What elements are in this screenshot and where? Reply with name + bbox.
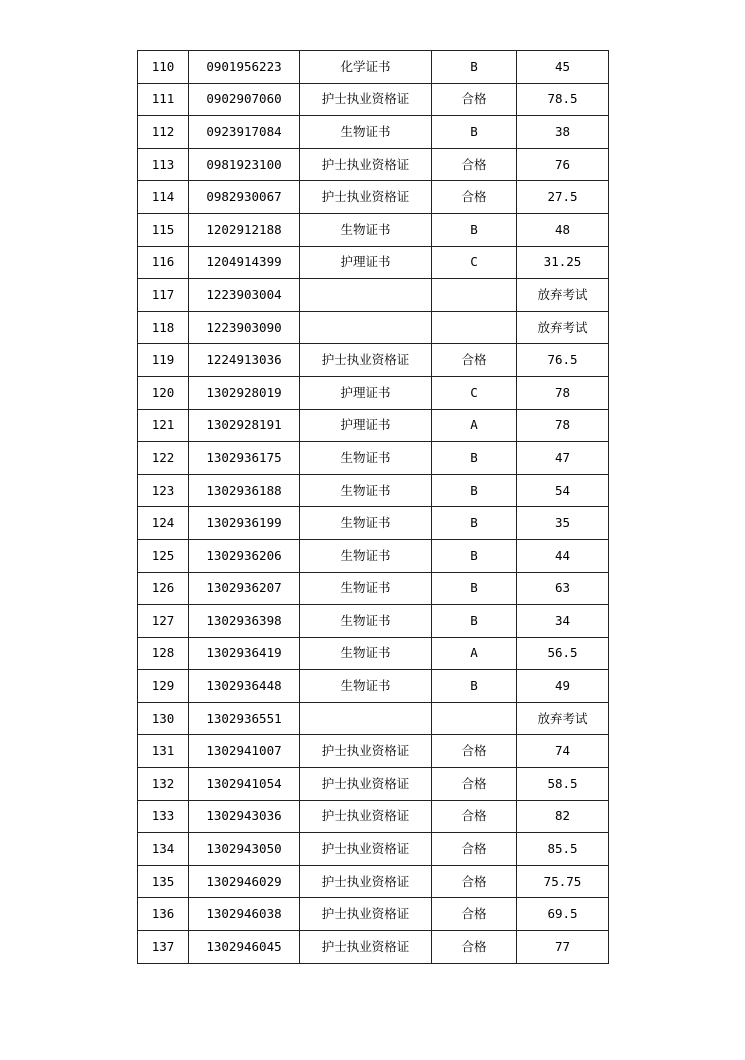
candidate-id-cell: 1302946038: [189, 898, 300, 931]
score-cell: 78.5: [517, 83, 609, 116]
grade-cell: [432, 702, 517, 735]
grade-cell: 合格: [432, 344, 517, 377]
table-row: [138, 539, 609, 572]
table-row: [138, 605, 609, 638]
table-row: [138, 213, 609, 246]
score-cell: 放弃考试: [517, 702, 609, 735]
grade-cell: B: [432, 51, 517, 84]
score-cell: 48: [517, 213, 609, 246]
row-number-cell: 114: [138, 181, 189, 214]
candidate-id-cell: 0982930067: [189, 181, 300, 214]
grade-cell: A: [432, 637, 517, 670]
table-row: [138, 670, 609, 703]
table-row: [138, 344, 609, 377]
score-cell: 45: [517, 51, 609, 84]
grade-cell: B: [432, 474, 517, 507]
candidate-id-cell: 1302936207: [189, 572, 300, 605]
table-row: [138, 311, 609, 344]
certificate-cell: 生物证书: [300, 507, 432, 540]
score-cell: 放弃考试: [517, 279, 609, 312]
certificate-cell: 生物证书: [300, 637, 432, 670]
certificate-cell: [300, 702, 432, 735]
grade-cell: 合格: [432, 833, 517, 866]
grade-cell: [432, 279, 517, 312]
score-cell: 63: [517, 572, 609, 605]
certificate-cell: 护士执业资格证: [300, 735, 432, 768]
score-cell: 56.5: [517, 637, 609, 670]
table-row: [138, 279, 609, 312]
table-row: [138, 931, 609, 964]
score-cell: 77: [517, 931, 609, 964]
grade-cell: 合格: [432, 148, 517, 181]
score-cell: 放弃考试: [517, 311, 609, 344]
row-number-cell: 117: [138, 279, 189, 312]
score-cell: 44: [517, 539, 609, 572]
score-cell: 76: [517, 148, 609, 181]
row-number-cell: 121: [138, 409, 189, 442]
candidate-id-cell: 1202912188: [189, 213, 300, 246]
score-cell: 75.75: [517, 865, 609, 898]
score-cell: 69.5: [517, 898, 609, 931]
certificate-cell: 护理证书: [300, 246, 432, 279]
candidate-id-cell: 1302936175: [189, 442, 300, 475]
row-number-cell: 120: [138, 376, 189, 409]
score-cell: 47: [517, 442, 609, 475]
certificate-cell: 护士执业资格证: [300, 344, 432, 377]
grade-cell: B: [432, 670, 517, 703]
certificate-cell: 护士执业资格证: [300, 148, 432, 181]
table-row: [138, 898, 609, 931]
row-number-cell: 136: [138, 898, 189, 931]
table-row: [138, 51, 609, 84]
certificate-cell: 生物证书: [300, 474, 432, 507]
candidate-id-cell: 1204914399: [189, 246, 300, 279]
row-number-cell: 132: [138, 768, 189, 801]
grade-cell: B: [432, 507, 517, 540]
certificate-cell: 护理证书: [300, 376, 432, 409]
table-row: [138, 735, 609, 768]
row-number-cell: 116: [138, 246, 189, 279]
table-row: [138, 507, 609, 540]
certificate-cell: 生物证书: [300, 442, 432, 475]
row-number-cell: 126: [138, 572, 189, 605]
candidate-id-cell: 1224913036: [189, 344, 300, 377]
candidate-id-cell: 1302946045: [189, 931, 300, 964]
grade-cell: B: [432, 442, 517, 475]
row-number-cell: 110: [138, 51, 189, 84]
candidate-id-cell: 0902907060: [189, 83, 300, 116]
certificate-cell: 护士执业资格证: [300, 865, 432, 898]
row-number-cell: 123: [138, 474, 189, 507]
certificate-cell: 护士执业资格证: [300, 833, 432, 866]
grade-cell: A: [432, 409, 517, 442]
certificate-cell: 护士执业资格证: [300, 931, 432, 964]
row-number-cell: 137: [138, 931, 189, 964]
certificate-cell: [300, 311, 432, 344]
grade-cell: B: [432, 116, 517, 149]
row-number-cell: 119: [138, 344, 189, 377]
grade-cell: B: [432, 605, 517, 638]
row-number-cell: 131: [138, 735, 189, 768]
score-cell: 38: [517, 116, 609, 149]
score-table: [137, 50, 609, 964]
candidate-id-cell: 1302936551: [189, 702, 300, 735]
grade-cell: [432, 311, 517, 344]
certificate-cell: 化学证书: [300, 51, 432, 84]
candidate-id-cell: 1302943036: [189, 800, 300, 833]
grade-cell: C: [432, 246, 517, 279]
score-cell: 54: [517, 474, 609, 507]
candidate-id-cell: 1302941054: [189, 768, 300, 801]
row-number-cell: 127: [138, 605, 189, 638]
table-row: [138, 768, 609, 801]
score-cell: 85.5: [517, 833, 609, 866]
score-table-body: [138, 51, 609, 964]
table-row: [138, 474, 609, 507]
certificate-cell: 生物证书: [300, 670, 432, 703]
candidate-id-cell: 1302946029: [189, 865, 300, 898]
row-number-cell: 111: [138, 83, 189, 116]
score-cell: 58.5: [517, 768, 609, 801]
table-row: [138, 572, 609, 605]
certificate-cell: 生物证书: [300, 213, 432, 246]
grade-cell: 合格: [432, 181, 517, 214]
table-row: [138, 409, 609, 442]
certificate-cell: 生物证书: [300, 605, 432, 638]
table-row: [138, 702, 609, 735]
certificate-cell: 护士执业资格证: [300, 768, 432, 801]
row-number-cell: 129: [138, 670, 189, 703]
grade-cell: B: [432, 572, 517, 605]
row-number-cell: 115: [138, 213, 189, 246]
grade-cell: C: [432, 376, 517, 409]
certificate-cell: 护士执业资格证: [300, 800, 432, 833]
score-cell: 31.25: [517, 246, 609, 279]
score-cell: 35: [517, 507, 609, 540]
table-row: [138, 376, 609, 409]
row-number-cell: 134: [138, 833, 189, 866]
certificate-cell: 生物证书: [300, 572, 432, 605]
row-number-cell: 113: [138, 148, 189, 181]
table-row: [138, 800, 609, 833]
certificate-cell: 生物证书: [300, 116, 432, 149]
score-cell: 27.5: [517, 181, 609, 214]
candidate-id-cell: 1302936448: [189, 670, 300, 703]
row-number-cell: 112: [138, 116, 189, 149]
table-row: [138, 246, 609, 279]
candidate-id-cell: 1302943050: [189, 833, 300, 866]
table-row: [138, 116, 609, 149]
candidate-id-cell: 0923917084: [189, 116, 300, 149]
candidate-id-cell: 1302936199: [189, 507, 300, 540]
score-cell: 34: [517, 605, 609, 638]
row-number-cell: 125: [138, 539, 189, 572]
score-cell: 49: [517, 670, 609, 703]
score-cell: 78: [517, 376, 609, 409]
candidate-id-cell: 1302936188: [189, 474, 300, 507]
table-row: [138, 442, 609, 475]
row-number-cell: 124: [138, 507, 189, 540]
score-cell: 82: [517, 800, 609, 833]
candidate-id-cell: 1223903090: [189, 311, 300, 344]
grade-cell: 合格: [432, 898, 517, 931]
table-row: [138, 83, 609, 116]
certificate-cell: 生物证书: [300, 539, 432, 572]
candidate-id-cell: 0981923100: [189, 148, 300, 181]
certificate-cell: 护士执业资格证: [300, 181, 432, 214]
candidate-id-cell: 1302936419: [189, 637, 300, 670]
grade-cell: B: [432, 213, 517, 246]
candidate-id-cell: 0901956223: [189, 51, 300, 84]
candidate-id-cell: 1302936398: [189, 605, 300, 638]
grade-cell: 合格: [432, 83, 517, 116]
row-number-cell: 135: [138, 865, 189, 898]
certificate-cell: 护理证书: [300, 409, 432, 442]
candidate-id-cell: 1302941007: [189, 735, 300, 768]
row-number-cell: 128: [138, 637, 189, 670]
row-number-cell: 122: [138, 442, 189, 475]
table-row: [138, 181, 609, 214]
row-number-cell: 133: [138, 800, 189, 833]
candidate-id-cell: 1223903004: [189, 279, 300, 312]
candidate-id-cell: 1302936206: [189, 539, 300, 572]
certificate-cell: 护士执业资格证: [300, 83, 432, 116]
score-cell: 74: [517, 735, 609, 768]
row-number-cell: 118: [138, 311, 189, 344]
candidate-id-cell: 1302928019: [189, 376, 300, 409]
grade-cell: 合格: [432, 931, 517, 964]
row-number-cell: 130: [138, 702, 189, 735]
table-row: [138, 833, 609, 866]
grade-cell: B: [432, 539, 517, 572]
grade-cell: 合格: [432, 735, 517, 768]
grade-cell: 合格: [432, 865, 517, 898]
table-row: [138, 865, 609, 898]
table-row: [138, 148, 609, 181]
score-cell: 76.5: [517, 344, 609, 377]
grade-cell: 合格: [432, 800, 517, 833]
score-cell: 78: [517, 409, 609, 442]
grade-cell: 合格: [432, 768, 517, 801]
certificate-cell: 护士执业资格证: [300, 898, 432, 931]
candidate-id-cell: 1302928191: [189, 409, 300, 442]
table-row: [138, 637, 609, 670]
certificate-cell: [300, 279, 432, 312]
